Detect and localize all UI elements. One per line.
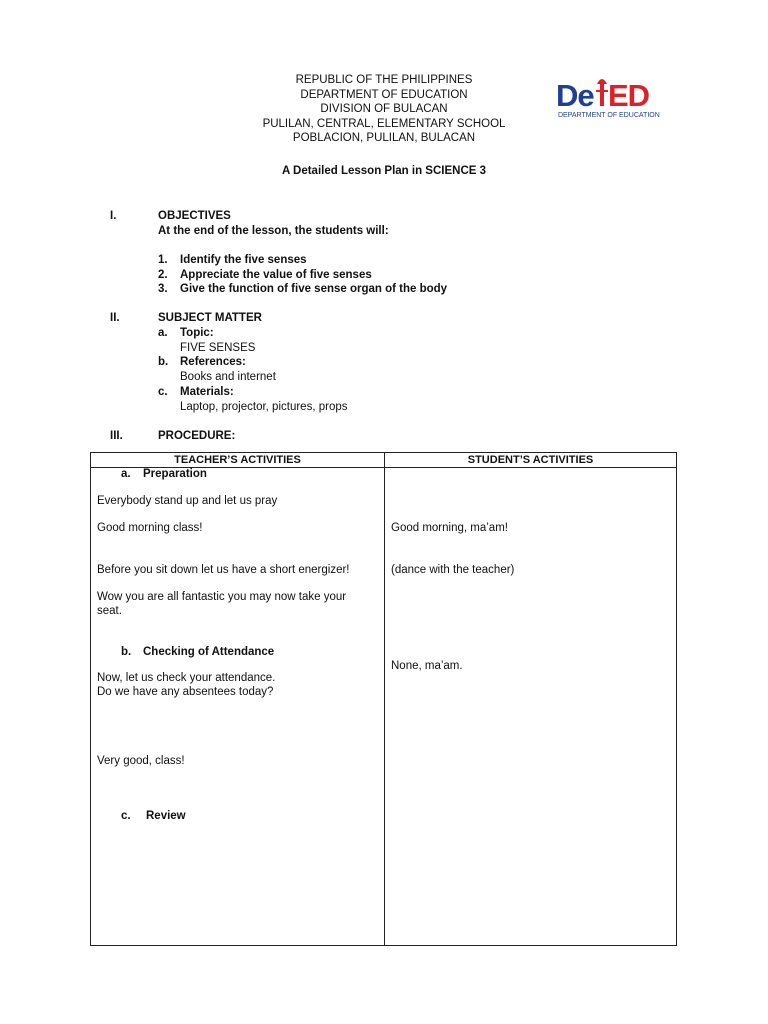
teacher-line-pray: Everybody stand up and let us pray [97, 495, 278, 507]
subject-item-label: References: [180, 356, 246, 368]
teacher-line-absentees: Do we have any absentees today? [97, 686, 274, 698]
objective-text: Identify the five senses [180, 254, 307, 266]
subject-matter-heading: SUBJECT MATTER [158, 312, 262, 324]
review-letter: c. [121, 810, 131, 822]
teacher-line-greeting: Good morning class! [97, 522, 203, 534]
subject-item-letter: a. [158, 327, 168, 339]
svg-text:De: De [556, 78, 594, 113]
attendance-label: Checking of Attendance [143, 646, 275, 658]
objective-num: 1. [158, 254, 168, 266]
teacher-activities-header: TEACHER’S ACTIVITIES [174, 454, 301, 466]
header-line-school: PULILAN, CENTRAL, ELEMENTARY SCHOOL [262, 117, 506, 130]
svg-text:ED: ED [608, 78, 650, 113]
header-line-department: DEPARTMENT OF EDUCATION [300, 88, 468, 101]
objectives-numeral: I. [110, 210, 117, 222]
objectives-intro: At the end of the lesson, the students will: [158, 225, 389, 237]
objective-num: 3. [158, 283, 168, 295]
subject-item-letter: b. [158, 356, 169, 368]
lesson-plan-title: A Detailed Lesson Plan in SCIENCE 3 [281, 165, 487, 177]
student-line-attendance: None, ma’am. [391, 660, 463, 672]
student-line-dance: (dance with the teacher) [391, 564, 515, 576]
objectives-heading: OBJECTIVES [158, 210, 231, 222]
teacher-line-attendance: Now, let us check your attendance. [97, 672, 276, 684]
subject-item-value: Books and internet [180, 371, 276, 383]
teacher-line-energizer: Before you sit down let us have a short energizer! [97, 564, 350, 576]
header-line-republic: REPUBLIC OF THE PHILIPPINES [295, 74, 473, 86]
objective-text: Appreciate the value of five senses [180, 269, 372, 281]
attendance-letter: b. [121, 646, 132, 658]
subject-item-value: Laptop, projector, pictures, props [180, 401, 348, 413]
subject-item-label: Materials: [180, 386, 234, 398]
subject-matter-numeral: II. [110, 312, 120, 324]
procedure-numeral: III. [110, 430, 123, 442]
header-line-address: POBLACION, PULILAN, BULACAN [292, 132, 476, 144]
student-line-greeting: Good morning, ma’am! [391, 522, 508, 534]
header-line-division: DIVISION OF BULACAN [320, 103, 448, 115]
preparation-label: Preparation [143, 468, 207, 480]
procedure-heading: PROCEDURE: [158, 430, 236, 442]
school-header [220, 73, 548, 146]
subject-item-label: Topic: [180, 327, 214, 339]
procedure-table [90, 452, 677, 946]
teacher-line-fantastic: Wow you are all fantastic you may now take your [97, 591, 347, 603]
objective-text: Give the function of five sense organ of the body [180, 283, 448, 295]
column-divider [384, 453, 385, 945]
teacher-line-fantastic-cont: seat. [97, 605, 122, 617]
preparation-letter: a. [121, 468, 131, 480]
objective-num: 2. [158, 269, 168, 281]
subject-item-letter: c. [158, 386, 168, 398]
review-label: Review [146, 810, 186, 822]
teacher-line-very-good: Very good, class! [97, 755, 185, 767]
subject-item-value: FIVE SENSES [180, 342, 256, 354]
student-activities-header: STUDENT’S ACTIVITIES [467, 454, 594, 466]
deped-logo [556, 76, 678, 120]
svg-text:DEPARTMENT OF EDUCATION: DEPARTMENT OF EDUCATION [558, 112, 660, 119]
